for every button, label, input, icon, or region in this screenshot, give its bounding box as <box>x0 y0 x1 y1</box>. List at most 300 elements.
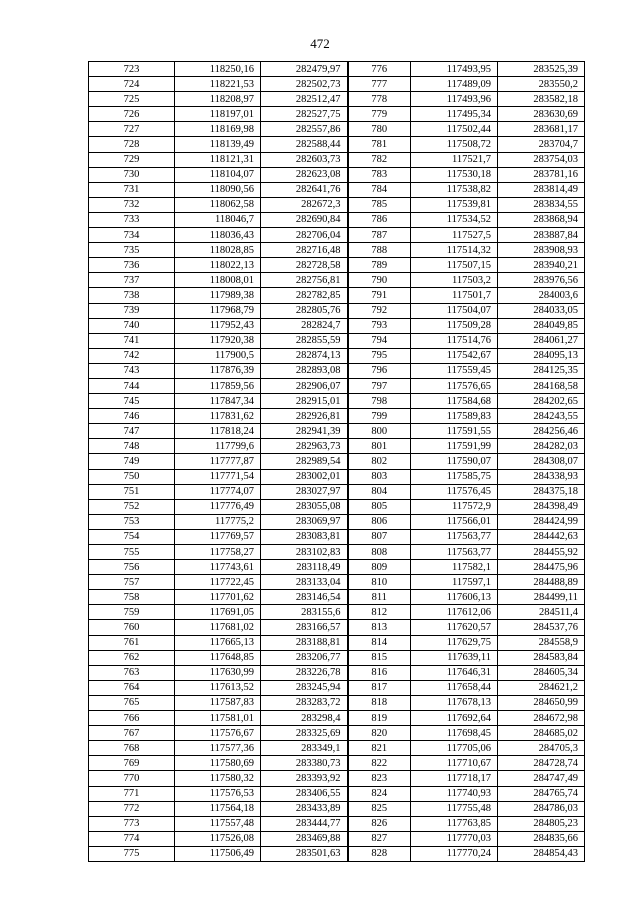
y-coordinate-cell: 284786,03 <box>498 801 585 816</box>
table-row <box>89 182 585 197</box>
y-coordinate-cell: 284125,35 <box>498 363 585 378</box>
y-coordinate-cell: 283887,84 <box>498 228 585 243</box>
x-coordinate-cell: 118169,98 <box>175 122 261 137</box>
x-coordinate-cell: 117740,93 <box>411 786 498 801</box>
point-number-cell: 816 <box>348 665 411 680</box>
point-number-cell: 753 <box>89 514 175 529</box>
y-coordinate-cell: 283814,49 <box>498 182 585 197</box>
x-coordinate-cell: 117563,77 <box>411 529 498 544</box>
point-number-cell: 799 <box>348 409 411 424</box>
x-coordinate-cell: 117591,55 <box>411 424 498 439</box>
point-number-cell: 738 <box>89 288 175 303</box>
point-number-cell: 729 <box>89 152 175 167</box>
y-coordinate-cell: 282728,58 <box>261 258 348 273</box>
y-coordinate-cell: 283027,97 <box>261 484 348 499</box>
y-coordinate-cell: 283298,4 <box>261 711 348 726</box>
table-row <box>89 514 585 529</box>
point-number-cell: 823 <box>348 771 411 786</box>
y-coordinate-cell: 284003,6 <box>498 288 585 303</box>
x-coordinate-cell: 117534,52 <box>411 212 498 227</box>
x-coordinate-cell: 117527,5 <box>411 228 498 243</box>
y-coordinate-cell: 283754,03 <box>498 152 585 167</box>
x-coordinate-cell: 117658,44 <box>411 680 498 695</box>
y-coordinate-cell: 283444,77 <box>261 816 348 831</box>
point-number-cell: 820 <box>348 726 411 741</box>
point-number-cell: 810 <box>348 575 411 590</box>
point-number-cell: 754 <box>89 529 175 544</box>
y-coordinate-cell: 284728,74 <box>498 756 585 771</box>
coordinates-table <box>88 61 585 862</box>
point-number-cell: 789 <box>348 258 411 273</box>
table-row <box>89 243 585 258</box>
x-coordinate-cell: 118197,01 <box>175 107 261 122</box>
y-coordinate-cell: 282963,73 <box>261 439 348 454</box>
table-row <box>89 318 585 333</box>
table-row <box>89 288 585 303</box>
table-row <box>89 665 585 680</box>
point-number-cell: 776 <box>348 62 411 77</box>
point-number-cell: 800 <box>348 424 411 439</box>
point-number-cell: 805 <box>348 499 411 514</box>
x-coordinate-cell: 117776,49 <box>175 499 261 514</box>
y-coordinate-cell: 283083,81 <box>261 529 348 544</box>
x-coordinate-cell: 118090,56 <box>175 182 261 197</box>
x-coordinate-cell: 117576,45 <box>411 484 498 499</box>
point-number-cell: 791 <box>348 288 411 303</box>
x-coordinate-cell: 117718,17 <box>411 771 498 786</box>
point-number-cell: 792 <box>348 303 411 318</box>
x-coordinate-cell: 117681,02 <box>175 620 261 635</box>
y-coordinate-cell: 283393,92 <box>261 771 348 786</box>
table-row <box>89 560 585 575</box>
y-coordinate-cell: 283681,17 <box>498 122 585 137</box>
y-coordinate-cell: 282672,3 <box>261 197 348 212</box>
x-coordinate-cell: 117514,76 <box>411 333 498 348</box>
x-coordinate-cell: 117589,83 <box>411 409 498 424</box>
y-coordinate-cell: 283908,93 <box>498 243 585 258</box>
x-coordinate-cell: 117504,07 <box>411 303 498 318</box>
point-number-cell: 784 <box>348 182 411 197</box>
table-row <box>89 635 585 650</box>
y-coordinate-cell: 282690,84 <box>261 212 348 227</box>
y-coordinate-cell: 283433,89 <box>261 801 348 816</box>
y-coordinate-cell: 282926,81 <box>261 409 348 424</box>
y-coordinate-cell: 282805,76 <box>261 303 348 318</box>
x-coordinate-cell: 117507,15 <box>411 258 498 273</box>
point-number-cell: 750 <box>89 469 175 484</box>
y-coordinate-cell: 284455,92 <box>498 545 585 560</box>
point-number-cell: 809 <box>348 560 411 575</box>
x-coordinate-cell: 117774,07 <box>175 484 261 499</box>
y-coordinate-cell: 283630,69 <box>498 107 585 122</box>
table-row <box>89 650 585 665</box>
x-coordinate-cell: 118139,49 <box>175 137 261 152</box>
table-row <box>89 378 585 393</box>
y-coordinate-cell: 283133,04 <box>261 575 348 590</box>
x-coordinate-cell: 118036,43 <box>175 228 261 243</box>
table-row <box>89 711 585 726</box>
y-coordinate-cell: 283501,63 <box>261 846 348 861</box>
x-coordinate-cell: 118046,7 <box>175 212 261 227</box>
y-coordinate-cell: 283834,55 <box>498 197 585 212</box>
y-coordinate-cell: 284375,18 <box>498 484 585 499</box>
table-row <box>89 62 585 77</box>
table-row <box>89 394 585 409</box>
point-number-cell: 782 <box>348 152 411 167</box>
y-coordinate-cell: 284442,63 <box>498 529 585 544</box>
point-number-cell: 807 <box>348 529 411 544</box>
table-row <box>89 816 585 831</box>
x-coordinate-cell: 117591,99 <box>411 439 498 454</box>
y-coordinate-cell: 283704,7 <box>498 137 585 152</box>
point-number-cell: 824 <box>348 786 411 801</box>
x-coordinate-cell: 117572,9 <box>411 499 498 514</box>
y-coordinate-cell: 284685,02 <box>498 726 585 741</box>
x-coordinate-cell: 118104,07 <box>175 167 261 182</box>
point-number-cell: 817 <box>348 680 411 695</box>
table-row <box>89 726 585 741</box>
x-coordinate-cell: 117710,67 <box>411 756 498 771</box>
table-row <box>89 801 585 816</box>
point-number-cell: 746 <box>89 409 175 424</box>
y-coordinate-cell: 284537,76 <box>498 620 585 635</box>
y-coordinate-cell: 284243,55 <box>498 409 585 424</box>
point-number-cell: 801 <box>348 439 411 454</box>
y-coordinate-cell: 282588,44 <box>261 137 348 152</box>
table-row <box>89 167 585 182</box>
x-coordinate-cell: 117539,81 <box>411 197 498 212</box>
point-number-cell: 786 <box>348 212 411 227</box>
y-coordinate-cell: 284398,49 <box>498 499 585 514</box>
point-number-cell: 814 <box>348 635 411 650</box>
point-number-cell: 770 <box>89 771 175 786</box>
point-number-cell: 747 <box>89 424 175 439</box>
point-number-cell: 780 <box>348 122 411 137</box>
table-row <box>89 439 585 454</box>
point-number-cell: 826 <box>348 816 411 831</box>
point-number-cell: 788 <box>348 243 411 258</box>
y-coordinate-cell: 283102,83 <box>261 545 348 560</box>
x-coordinate-cell: 117630,99 <box>175 665 261 680</box>
point-number-cell: 766 <box>89 711 175 726</box>
x-coordinate-cell: 117701,62 <box>175 590 261 605</box>
point-number-cell: 767 <box>89 726 175 741</box>
y-coordinate-cell: 283406,55 <box>261 786 348 801</box>
table-row <box>89 348 585 363</box>
table-row <box>89 545 585 560</box>
table-row <box>89 846 585 861</box>
y-coordinate-cell: 282641,76 <box>261 182 348 197</box>
table-row <box>89 529 585 544</box>
point-number-cell: 749 <box>89 454 175 469</box>
x-coordinate-cell: 117777,87 <box>175 454 261 469</box>
point-number-cell: 751 <box>89 484 175 499</box>
x-coordinate-cell: 117585,75 <box>411 469 498 484</box>
x-coordinate-cell: 117566,01 <box>411 514 498 529</box>
y-coordinate-cell: 284095,13 <box>498 348 585 363</box>
table-row <box>89 122 585 137</box>
point-number-cell: 734 <box>89 228 175 243</box>
y-coordinate-cell: 283582,18 <box>498 92 585 107</box>
y-coordinate-cell: 283781,16 <box>498 167 585 182</box>
table-row <box>89 107 585 122</box>
y-coordinate-cell: 284558,9 <box>498 635 585 650</box>
y-coordinate-cell: 283226,78 <box>261 665 348 680</box>
x-coordinate-cell: 117743,61 <box>175 560 261 575</box>
point-number-cell: 758 <box>89 590 175 605</box>
y-coordinate-cell: 282557,86 <box>261 122 348 137</box>
x-coordinate-cell: 117758,27 <box>175 545 261 560</box>
table-row <box>89 303 585 318</box>
point-number-cell: 795 <box>348 348 411 363</box>
x-coordinate-cell: 117989,38 <box>175 288 261 303</box>
x-coordinate-cell: 117508,72 <box>411 137 498 152</box>
table-row <box>89 786 585 801</box>
table-row <box>89 469 585 484</box>
point-number-cell: 765 <box>89 695 175 710</box>
x-coordinate-cell: 117646,31 <box>411 665 498 680</box>
x-coordinate-cell: 117563,77 <box>411 545 498 560</box>
point-number-cell: 803 <box>348 469 411 484</box>
point-number-cell: 731 <box>89 182 175 197</box>
x-coordinate-cell: 117509,28 <box>411 318 498 333</box>
y-coordinate-cell: 284583,84 <box>498 650 585 665</box>
x-coordinate-cell: 117521,7 <box>411 152 498 167</box>
point-number-cell: 774 <box>89 831 175 846</box>
point-number-cell: 811 <box>348 590 411 605</box>
y-coordinate-cell: 284605,34 <box>498 665 585 680</box>
point-number-cell: 819 <box>348 711 411 726</box>
y-coordinate-cell: 283118,49 <box>261 560 348 575</box>
x-coordinate-cell: 117613,52 <box>175 680 261 695</box>
point-number-cell: 781 <box>348 137 411 152</box>
x-coordinate-cell: 117952,43 <box>175 318 261 333</box>
point-number-cell: 725 <box>89 92 175 107</box>
point-number-cell: 742 <box>89 348 175 363</box>
y-coordinate-cell: 282706,04 <box>261 228 348 243</box>
y-coordinate-cell: 284475,96 <box>498 560 585 575</box>
y-coordinate-cell: 282502,73 <box>261 77 348 92</box>
y-coordinate-cell: 284765,74 <box>498 786 585 801</box>
point-number-cell: 802 <box>348 454 411 469</box>
point-number-cell: 783 <box>348 167 411 182</box>
x-coordinate-cell: 117968,79 <box>175 303 261 318</box>
y-coordinate-cell: 282989,54 <box>261 454 348 469</box>
point-number-cell: 790 <box>348 273 411 288</box>
point-number-cell: 744 <box>89 378 175 393</box>
y-coordinate-cell: 284061,27 <box>498 333 585 348</box>
y-coordinate-cell: 284256,46 <box>498 424 585 439</box>
x-coordinate-cell: 117495,34 <box>411 107 498 122</box>
y-coordinate-cell: 283380,73 <box>261 756 348 771</box>
point-number-cell: 728 <box>89 137 175 152</box>
point-number-cell: 777 <box>348 77 411 92</box>
table-row <box>89 680 585 695</box>
y-coordinate-cell: 282603,73 <box>261 152 348 167</box>
y-coordinate-cell: 284672,98 <box>498 711 585 726</box>
y-coordinate-cell: 284049,85 <box>498 318 585 333</box>
x-coordinate-cell: 117876,39 <box>175 363 261 378</box>
y-coordinate-cell: 284424,99 <box>498 514 585 529</box>
point-number-cell: 825 <box>348 801 411 816</box>
point-number-cell: 794 <box>348 333 411 348</box>
y-coordinate-cell: 283940,21 <box>498 258 585 273</box>
point-number-cell: 762 <box>89 650 175 665</box>
x-coordinate-cell: 117590,07 <box>411 454 498 469</box>
table-row <box>89 605 585 620</box>
point-number-cell: 733 <box>89 212 175 227</box>
x-coordinate-cell: 117489,09 <box>411 77 498 92</box>
y-coordinate-cell: 283188,81 <box>261 635 348 650</box>
point-number-cell: 760 <box>89 620 175 635</box>
point-number-cell: 764 <box>89 680 175 695</box>
y-coordinate-cell: 284168,58 <box>498 378 585 393</box>
x-coordinate-cell: 117501,7 <box>411 288 498 303</box>
x-coordinate-cell: 118221,53 <box>175 77 261 92</box>
x-coordinate-cell: 117576,65 <box>411 378 498 393</box>
point-number-cell: 730 <box>89 167 175 182</box>
table-row <box>89 197 585 212</box>
y-coordinate-cell: 284282,03 <box>498 439 585 454</box>
point-number-cell: 755 <box>89 545 175 560</box>
point-number-cell: 745 <box>89 394 175 409</box>
x-coordinate-cell: 117493,96 <box>411 92 498 107</box>
x-coordinate-cell: 117900,5 <box>175 348 261 363</box>
x-coordinate-cell: 117582,1 <box>411 560 498 575</box>
table-row <box>89 484 585 499</box>
y-coordinate-cell: 282906,07 <box>261 378 348 393</box>
x-coordinate-cell: 117502,44 <box>411 122 498 137</box>
y-coordinate-cell: 283868,94 <box>498 212 585 227</box>
y-coordinate-cell: 283283,72 <box>261 695 348 710</box>
point-number-cell: 821 <box>348 741 411 756</box>
point-number-cell: 737 <box>89 273 175 288</box>
y-coordinate-cell: 283245,94 <box>261 680 348 695</box>
y-coordinate-cell: 284805,23 <box>498 816 585 831</box>
point-number-cell: 739 <box>89 303 175 318</box>
y-coordinate-cell: 283550,2 <box>498 77 585 92</box>
table-row <box>89 831 585 846</box>
y-coordinate-cell: 284747,49 <box>498 771 585 786</box>
x-coordinate-cell: 117620,57 <box>411 620 498 635</box>
x-coordinate-cell: 117629,75 <box>411 635 498 650</box>
point-number-cell: 828 <box>348 846 411 861</box>
y-coordinate-cell: 283166,57 <box>261 620 348 635</box>
x-coordinate-cell: 117577,36 <box>175 741 261 756</box>
x-coordinate-cell: 118062,58 <box>175 197 261 212</box>
point-number-cell: 797 <box>348 378 411 393</box>
table-row <box>89 756 585 771</box>
x-coordinate-cell: 118022,13 <box>175 258 261 273</box>
table-row <box>89 499 585 514</box>
x-coordinate-cell: 117770,24 <box>411 846 498 861</box>
y-coordinate-cell: 284033,05 <box>498 303 585 318</box>
point-number-cell: 818 <box>348 695 411 710</box>
x-coordinate-cell: 117503,2 <box>411 273 498 288</box>
point-number-cell: 827 <box>348 831 411 846</box>
table-row <box>89 454 585 469</box>
point-number-cell: 813 <box>348 620 411 635</box>
y-coordinate-cell: 283525,39 <box>498 62 585 77</box>
x-coordinate-cell: 117847,34 <box>175 394 261 409</box>
y-coordinate-cell: 282893,08 <box>261 363 348 378</box>
x-coordinate-cell: 117597,1 <box>411 575 498 590</box>
point-number-cell: 775 <box>89 846 175 861</box>
y-coordinate-cell: 282623,08 <box>261 167 348 182</box>
table-row <box>89 137 585 152</box>
y-coordinate-cell: 284202,65 <box>498 394 585 409</box>
point-number-cell: 763 <box>89 665 175 680</box>
y-coordinate-cell: 282915,01 <box>261 394 348 409</box>
table-row <box>89 424 585 439</box>
x-coordinate-cell: 117770,03 <box>411 831 498 846</box>
table-row <box>89 77 585 92</box>
point-number-cell: 771 <box>89 786 175 801</box>
point-number-cell: 752 <box>89 499 175 514</box>
x-coordinate-cell: 117755,48 <box>411 801 498 816</box>
point-number-cell: 822 <box>348 756 411 771</box>
point-number-cell: 724 <box>89 77 175 92</box>
point-number-cell: 806 <box>348 514 411 529</box>
y-coordinate-cell: 282782,85 <box>261 288 348 303</box>
x-coordinate-cell: 117612,06 <box>411 605 498 620</box>
point-number-cell: 741 <box>89 333 175 348</box>
page-number: 472 <box>310 36 330 51</box>
x-coordinate-cell: 117771,54 <box>175 469 261 484</box>
y-coordinate-cell: 284621,2 <box>498 680 585 695</box>
point-number-cell: 723 <box>89 62 175 77</box>
point-number-cell: 785 <box>348 197 411 212</box>
y-coordinate-cell: 282855,59 <box>261 333 348 348</box>
point-number-cell: 808 <box>348 545 411 560</box>
point-number-cell: 815 <box>348 650 411 665</box>
point-number-cell: 736 <box>89 258 175 273</box>
y-coordinate-cell: 284488,89 <box>498 575 585 590</box>
x-coordinate-cell: 117722,45 <box>175 575 261 590</box>
x-coordinate-cell: 117506,49 <box>175 846 261 861</box>
x-coordinate-cell: 118208,97 <box>175 92 261 107</box>
table-row <box>89 92 585 107</box>
y-coordinate-cell: 282941,39 <box>261 424 348 439</box>
point-number-cell: 793 <box>348 318 411 333</box>
point-number-cell: 743 <box>89 363 175 378</box>
x-coordinate-cell: 117678,13 <box>411 695 498 710</box>
y-coordinate-cell: 283055,08 <box>261 499 348 514</box>
point-number-cell: 732 <box>89 197 175 212</box>
x-coordinate-cell: 117775,2 <box>175 514 261 529</box>
point-number-cell: 778 <box>348 92 411 107</box>
y-coordinate-cell: 284308,07 <box>498 454 585 469</box>
table-row <box>89 363 585 378</box>
x-coordinate-cell: 117692,64 <box>411 711 498 726</box>
y-coordinate-cell: 282756,81 <box>261 273 348 288</box>
x-coordinate-cell: 117557,48 <box>175 816 261 831</box>
x-coordinate-cell: 117576,67 <box>175 726 261 741</box>
table-row <box>89 771 585 786</box>
y-coordinate-cell: 283469,88 <box>261 831 348 846</box>
x-coordinate-cell: 117859,56 <box>175 378 261 393</box>
point-number-cell: 773 <box>89 816 175 831</box>
x-coordinate-cell: 117493,95 <box>411 62 498 77</box>
x-coordinate-cell: 117691,05 <box>175 605 261 620</box>
point-number-cell: 768 <box>89 741 175 756</box>
x-coordinate-cell: 117564,18 <box>175 801 261 816</box>
y-coordinate-cell: 283325,69 <box>261 726 348 741</box>
table-row <box>89 212 585 227</box>
x-coordinate-cell: 117698,45 <box>411 726 498 741</box>
y-coordinate-cell: 283069,97 <box>261 514 348 529</box>
y-coordinate-cell: 284835,66 <box>498 831 585 846</box>
